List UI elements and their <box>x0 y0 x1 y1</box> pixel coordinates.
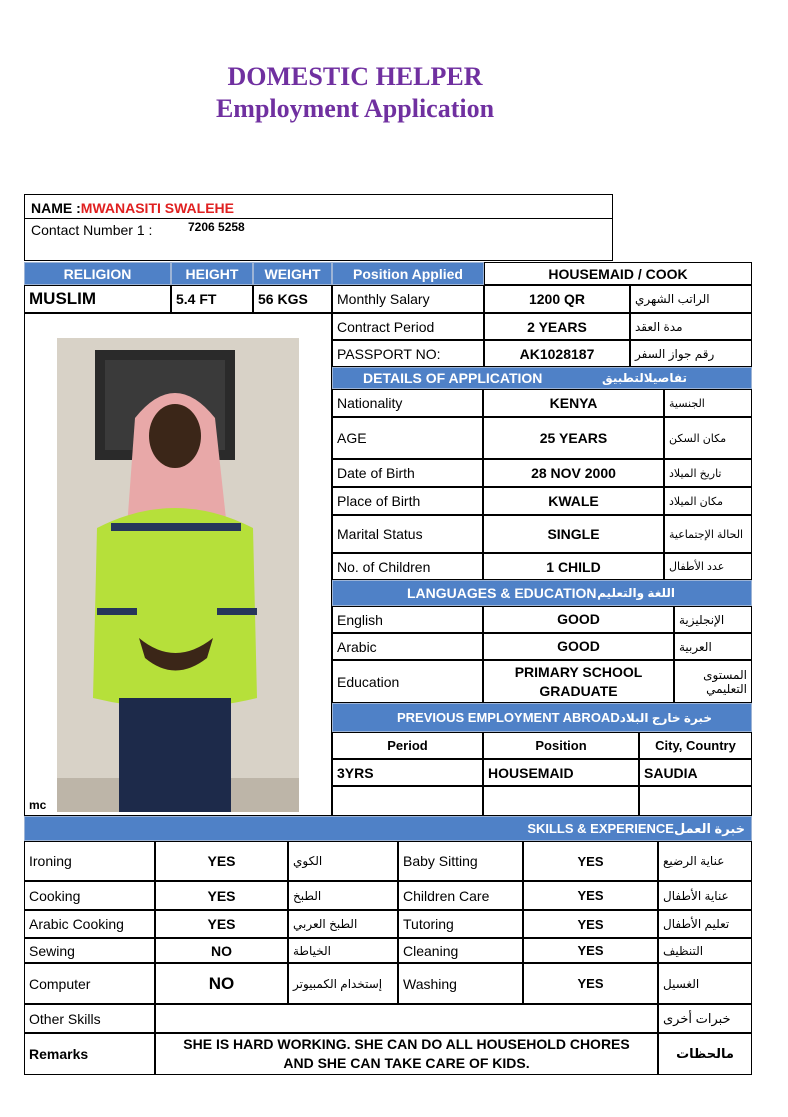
detail-value: KWALE <box>483 487 664 515</box>
skill-label: Children Care <box>398 881 523 910</box>
skill-value: NO <box>155 938 288 963</box>
detail-value: 1 CHILD <box>483 553 664 580</box>
detail-label: Date of Birth <box>332 459 483 487</box>
skill-arabic: الخياطة <box>288 938 398 963</box>
prev-city-value: SAUDIA <box>639 759 752 786</box>
skill-value: YES <box>523 963 658 1004</box>
skill-label: Computer <box>24 963 155 1004</box>
detail-arabic: عدد الأطفال <box>664 553 752 580</box>
detail-arabic: الجنسية <box>664 389 752 417</box>
languages-header-en: LANGUAGES & EDUCATION <box>407 585 597 601</box>
detail-arabic: تاريخ الميلاد <box>664 459 752 487</box>
title-line2: Employment Application <box>215 94 495 123</box>
skills-header-ar: خبرة العمل <box>673 820 745 836</box>
salary-arabic: الراتب الشهري <box>630 285 752 313</box>
skill-value: YES <box>155 841 288 881</box>
skill-arabic: الطبخ <box>288 881 398 910</box>
weight-header: WEIGHT <box>253 262 332 285</box>
detail-value: 25 YEARS <box>483 417 664 459</box>
remarks-arabic: مالحظات <box>658 1033 752 1075</box>
language-value: GOOD <box>483 633 674 660</box>
passport-arabic: رقم جواز السفر <box>630 340 752 367</box>
remarks-value: SHE IS HARD WORKING. SHE CAN DO ALL HOUSEHOLD CHORES AND SHE CAN TAKE CARE OF KIDS. <box>155 1033 658 1075</box>
skill-value: YES <box>523 910 658 938</box>
prev-col-city: City, Country <box>639 732 752 759</box>
salary-label: Monthly Salary <box>332 285 484 313</box>
skill-value: NO <box>155 963 288 1004</box>
skill-arabic: الغسيل <box>658 963 752 1004</box>
skill-arabic: إستخدام الكمبيوتر <box>288 963 398 1004</box>
skill-value: YES <box>523 881 658 910</box>
photo-mark: mc <box>29 798 47 812</box>
detail-value: SINGLE <box>483 515 664 553</box>
language-label: Education <box>332 660 483 703</box>
language-label: Arabic <box>332 633 483 660</box>
skill-label: Tutoring <box>398 910 523 938</box>
languages-header <box>332 580 752 606</box>
skill-arabic: عناية الأطفال <box>658 881 752 910</box>
languages-header-ar: اللغة والتعليم <box>597 586 675 600</box>
skill-label: Cleaning <box>398 938 523 963</box>
height-header: HEIGHT <box>171 262 253 285</box>
skill-value: YES <box>155 910 288 938</box>
prev-period-value: 3YRS <box>332 759 483 786</box>
contact-label: Contact Number 1 : <box>31 222 153 238</box>
language-label: English <box>332 606 483 633</box>
title-line1: DOMESTIC HELPER <box>227 62 483 91</box>
contact-value: 7206 5258 <box>188 220 245 234</box>
detail-label: Marital Status <box>332 515 483 553</box>
name-divider <box>25 218 612 219</box>
name-value: MWANASITI SWALEHE <box>80 200 235 216</box>
details-header <box>332 367 752 389</box>
height-value: 5.4 FT <box>171 285 253 313</box>
applicant-photo-drawing <box>57 338 299 812</box>
skill-label: Ironing <box>24 841 155 881</box>
skill-value: YES <box>523 841 658 881</box>
detail-arabic: مكان الميلاد <box>664 487 752 515</box>
weight-value: 56 KGS <box>253 285 332 313</box>
details-header-ar: تفاصيلالتطبيق <box>602 371 687 385</box>
skill-label: Washing <box>398 963 523 1004</box>
language-arabic: الإنجليزية <box>674 606 752 633</box>
prev-position-value: HOUSEMAID <box>483 759 639 786</box>
name-row <box>31 200 234 216</box>
skill-arabic: عناية الرضيع <box>658 841 752 881</box>
language-value: GOOD <box>483 606 674 633</box>
detail-label: No. of Children <box>332 553 483 580</box>
prev-col-position: Position <box>483 732 639 759</box>
prev-empty-period <box>332 786 483 816</box>
contract-value: 2 YEARS <box>484 313 630 340</box>
religion-header: RELIGION <box>24 262 171 285</box>
remarks-label: Remarks <box>24 1033 155 1075</box>
contract-label: Contract Period <box>332 313 484 340</box>
passport-value: AK1028187 <box>484 340 630 367</box>
salary-value: 1200 QR <box>484 285 630 313</box>
other-skills-label: Other Skills <box>24 1004 155 1033</box>
other-skills-arabic: خبرات أخرى <box>658 1004 752 1033</box>
skills-header <box>24 816 752 841</box>
applicant-photo <box>57 338 299 812</box>
religion-value: MUSLIM <box>24 285 171 313</box>
previous-employment-header <box>332 703 752 732</box>
detail-label: AGE <box>332 417 483 459</box>
skill-label: Baby Sitting <box>398 841 523 881</box>
contract-arabic: مدة العقد <box>630 313 752 340</box>
detail-label: Place of Birth <box>332 487 483 515</box>
position-value: HOUSEMAID / COOK <box>484 262 752 285</box>
language-arabic: العربية <box>674 633 752 660</box>
skill-arabic: الطبخ العربي <box>288 910 398 938</box>
detail-label: Nationality <box>332 389 483 417</box>
prev-col-period: Period <box>332 732 483 759</box>
other-skills-value <box>155 1004 658 1033</box>
detail-arabic: مكان السكن <box>664 417 752 459</box>
prev-empty-city <box>639 786 752 816</box>
previous-employment-header-ar: خبرة خارج البلاد <box>619 710 712 725</box>
language-value: PRIMARY SCHOOL GRADUATE <box>483 660 674 703</box>
language-arabic: المستوى التعليمي <box>674 660 752 703</box>
skill-arabic: التنظيف <box>658 938 752 963</box>
details-header-en: DETAILS OF APPLICATION <box>363 370 543 386</box>
position-header: Position Applied <box>332 262 484 285</box>
name-label: NAME : <box>31 200 81 216</box>
skills-header-en: SKILLS & EXPERIENCE <box>527 821 674 836</box>
skill-arabic: تعليم الأطفال <box>658 910 752 938</box>
skill-value: YES <box>523 938 658 963</box>
name-contact-box <box>24 194 613 261</box>
skill-label: Arabic Cooking <box>24 910 155 938</box>
prev-empty-position <box>483 786 639 816</box>
detail-value: 28 NOV 2000 <box>483 459 664 487</box>
detail-arabic: الحالة الإجتماعية <box>664 515 752 553</box>
skill-label: Cooking <box>24 881 155 910</box>
skill-value: YES <box>155 881 288 910</box>
passport-label: PASSPORT NO: <box>332 340 484 367</box>
previous-employment-header-en: PREVIOUS EMPLOYMENT ABROAD <box>397 710 620 725</box>
skill-label: Sewing <box>24 938 155 963</box>
detail-value: KENYA <box>483 389 664 417</box>
skill-arabic: الكوي <box>288 841 398 881</box>
